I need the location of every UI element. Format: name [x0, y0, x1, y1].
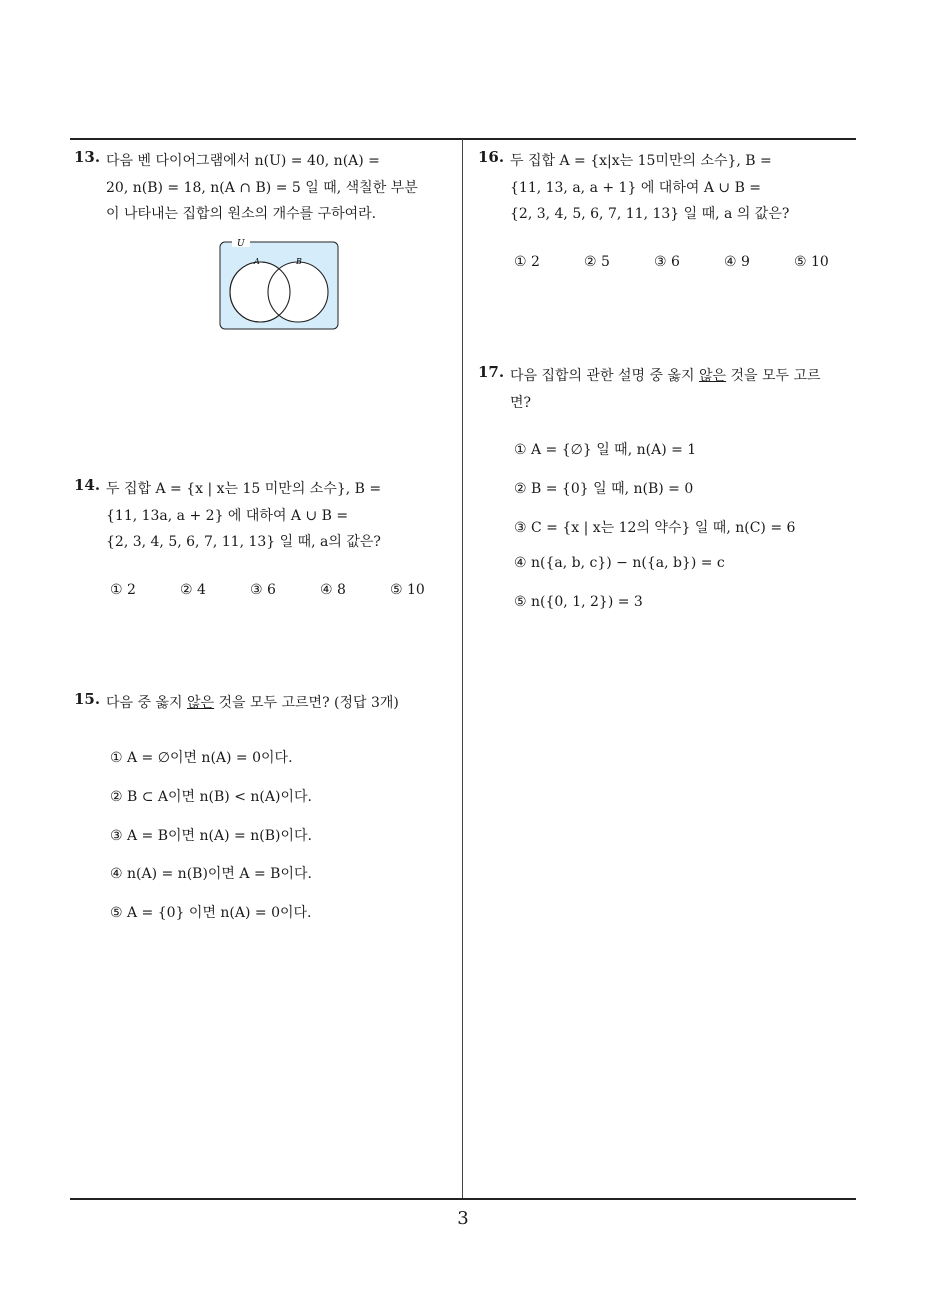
question-line: 두 집합 A = {x|x는 15미만의 소수}, B = — [510, 153, 772, 169]
answer-choice[interactable]: ① 2 — [110, 582, 136, 598]
answer-choice[interactable]: ⑤ 10 — [390, 582, 425, 598]
question-17 — [478, 363, 860, 623]
top-rule — [70, 138, 856, 140]
question-line: 20, n(B) = 18, n(A ∩ B) = 5 일 때, 색칠한 부분 — [106, 179, 418, 196]
answer-choice[interactable]: ③ C = {x | x는 12의 약수} 일 때, n(C) = 6 — [514, 519, 796, 536]
answer-choices — [110, 582, 460, 598]
column-divider — [462, 139, 463, 1199]
question-stem: 다음 집합의 관한 설명 중 옳지 — [510, 368, 695, 384]
question-stem: 다음 중 옳지 — [106, 695, 183, 711]
answer-choice[interactable]: ① A = {∅} 일 때, n(A) = 1 — [514, 442, 697, 458]
answer-choice[interactable]: ③ 6 — [250, 582, 276, 598]
question-line: 이 나타내는 집합의 원소의 개수를 구하여라. — [106, 206, 377, 222]
answer-choice[interactable]: ⑤ n({0, 1, 2}) = 3 — [514, 594, 643, 611]
question-text — [106, 476, 456, 556]
answer-choice[interactable]: ① 2 — [514, 254, 540, 270]
question-line: 면? — [510, 394, 532, 411]
answer-choices — [514, 254, 864, 270]
answer-choice[interactable]: ③ 6 — [654, 254, 680, 270]
venn-diagram — [218, 236, 342, 332]
question-line: {11, 13a, a + 2} 에 대하여 A ∪ B = — [106, 507, 349, 524]
question-text — [106, 148, 456, 228]
question-number: 14. — [74, 476, 101, 494]
question-stem-rest: 것을 모두 고르 — [730, 368, 821, 384]
question-line: 두 집합 A = {x | x는 15 미만의 소수}, B = — [106, 481, 382, 497]
answer-choice[interactable]: ② B = {0} 일 때, n(B) = 0 — [514, 480, 694, 497]
answer-choices — [110, 747, 312, 941]
question-line — [510, 363, 858, 390]
answer-choice[interactable]: ④ 9 — [724, 254, 750, 270]
answer-choice[interactable]: ② 5 — [584, 254, 610, 270]
set-b-circle — [268, 262, 328, 322]
question-line: {11, 13, a, a + 1} 에 대하여 A ∪ B = — [510, 179, 762, 196]
question-line: {2, 3, 4, 5, 6, 7, 11, 13} 일 때, a의 값은? — [106, 534, 381, 550]
question-13 — [74, 148, 456, 338]
question-text — [106, 690, 456, 717]
answer-choice[interactable]: ⑤ 10 — [794, 254, 829, 270]
answer-choices — [514, 439, 795, 633]
question-stem-rest: 것을 모두 고르면? (정답 3개) — [218, 695, 399, 711]
set-b-label: B — [296, 257, 302, 266]
answer-choice[interactable]: ② B ⊂ A이면 n(B) < n(A)이다. — [110, 788, 312, 805]
answer-choice[interactable]: ④ n(A) = n(B)이면 A = B이다. — [110, 866, 312, 883]
page-number: 3 — [457, 1208, 469, 1229]
question-line: 다음 벤 다이어그램에서 n(U) = 40, n(A) = — [106, 153, 380, 169]
universe-label: U — [237, 239, 245, 249]
answer-choice[interactable]: ② 4 — [180, 582, 206, 598]
question-number: 15. — [74, 690, 101, 708]
question-line: {2, 3, 4, 5, 6, 7, 11, 13} 일 때, a 의 값은? — [510, 206, 790, 222]
question-text — [510, 148, 858, 228]
question-text — [510, 363, 858, 416]
question-number: 13. — [74, 148, 101, 166]
question-16 — [478, 148, 860, 278]
set-a-label: A — [254, 257, 260, 266]
answer-choice[interactable]: ⑤ A = {0} 이면 n(A) = 0이다. — [110, 905, 312, 922]
question-number: 17. — [478, 363, 505, 381]
bottom-rule — [70, 1198, 856, 1200]
question-number: 16. — [478, 148, 505, 166]
question-15 — [74, 690, 456, 930]
question-stem-emphasis: 않은 — [699, 368, 727, 384]
answer-choice[interactable]: ④ n({a, b, c}) − n({a, b}) = c — [514, 555, 725, 572]
question-stem-emphasis: 않은 — [186, 695, 215, 711]
answer-choice[interactable]: ③ A = B이면 n(A) = n(B)이다. — [110, 827, 312, 844]
answer-choice[interactable]: ④ 8 — [320, 582, 346, 598]
question-14 — [74, 476, 456, 606]
answer-choice[interactable]: ① A = ∅이면 n(A) = 0이다. — [110, 750, 293, 766]
